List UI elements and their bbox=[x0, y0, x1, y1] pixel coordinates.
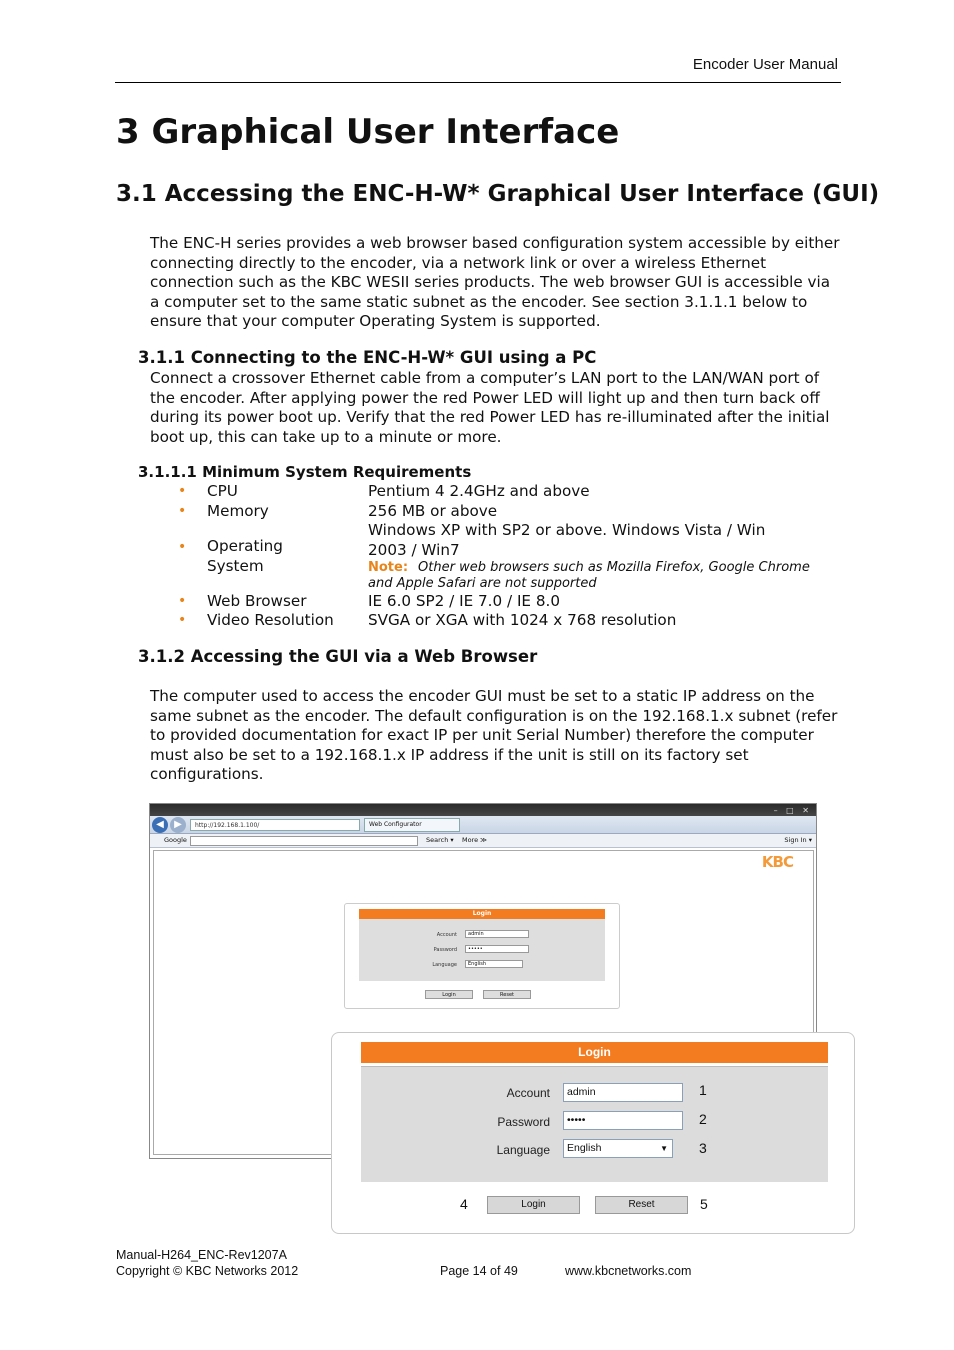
address-bar-row bbox=[150, 816, 816, 834]
back-icon[interactable]: ◀ bbox=[152, 817, 168, 833]
requirement-value: SVGA or XGA with 1024 x 768 resolution bbox=[368, 611, 677, 629]
password-input[interactable]: ••••• bbox=[563, 1111, 683, 1130]
requirement-value: Pentium 4 2.4GHz and above bbox=[368, 482, 590, 500]
bullet-icon: • bbox=[178, 483, 187, 499]
google-search-input[interactable] bbox=[190, 836, 418, 846]
account-input[interactable]: admin bbox=[563, 1083, 683, 1102]
section-title: 3.1 Accessing the ENC-H-W* Graphical User Interface (GUI) bbox=[116, 181, 880, 207]
small-login-body bbox=[359, 919, 605, 981]
url-field[interactable]: http://192.168.1.100/ bbox=[190, 819, 360, 831]
callout-1: 1 bbox=[699, 1082, 707, 1098]
small-language-select[interactable]: English bbox=[465, 960, 523, 968]
kbc-logo: KBC bbox=[761, 853, 793, 871]
zoomed-login-panel bbox=[331, 1032, 855, 1234]
google-toolbar bbox=[150, 834, 816, 848]
callout-2: 2 bbox=[699, 1111, 707, 1127]
bullet-icon: • bbox=[178, 612, 187, 628]
login-header: Login bbox=[361, 1042, 828, 1063]
bullet-icon: • bbox=[178, 593, 187, 609]
callout-5: 5 bbox=[700, 1196, 708, 1212]
requirement-row-memory bbox=[178, 502, 838, 522]
header-rule bbox=[115, 82, 841, 83]
accessing-paragraph: The computer used to access the encoder GUI must be set to a static IP address on the same subnet as the encoder. The default configuration is on the 192.168.1.x subnet (refer to provided documentation for exact IP per unit Serial Number) therefore the computer must also be set to a 192.168.1.x IP address if the unit is still on its factory set configurations. bbox=[150, 687, 838, 783]
browser-tab[interactable]: Web Configurator bbox=[364, 818, 460, 832]
forward-icon[interactable]: ▶ bbox=[170, 817, 186, 833]
note-text: Other web browsers such as Mozilla Firefox, Google Chrome and Apple Safari are not supported bbox=[368, 560, 810, 591]
search-button[interactable]: Search ▾ bbox=[426, 836, 454, 844]
requirement-row-browser bbox=[178, 592, 838, 612]
google-label: Google bbox=[164, 836, 187, 844]
website-link[interactable]: www.kbcnetworks.com bbox=[565, 1264, 692, 1278]
subsection-title-accessing: 3.1.2 Accessing the GUI via a Web Browser bbox=[138, 647, 538, 666]
requirement-value: IE 6.0 SP2 / IE 7.0 / IE 8.0 bbox=[368, 592, 561, 610]
callout-3: 3 bbox=[699, 1140, 707, 1156]
more-button[interactable]: More ≫ bbox=[462, 836, 487, 844]
page-number: Page 14 of 49 bbox=[440, 1264, 518, 1278]
small-account-label: Account bbox=[436, 932, 457, 938]
requirement-label: Web Browser bbox=[207, 592, 307, 610]
chapter-title: 3 Graphical User Interface bbox=[116, 112, 620, 152]
bullet-icon: • bbox=[178, 503, 187, 519]
small-login-button[interactable]: Login bbox=[425, 990, 473, 999]
os-note bbox=[368, 560, 828, 592]
requirement-row-cpu bbox=[178, 482, 838, 502]
chevron-down-icon: ▼ bbox=[660, 1144, 668, 1153]
language-select[interactable] bbox=[563, 1139, 673, 1158]
requirements-title: 3.1.1.1 Minimum System Requirements bbox=[138, 463, 472, 481]
language-value: English bbox=[567, 1142, 602, 1154]
footer-left bbox=[116, 1247, 298, 1279]
requirement-value: Windows XP with SP2 or above. Windows Vista / Win 2003 / Win7 bbox=[368, 521, 766, 559]
requirement-label: Video Resolution bbox=[207, 611, 334, 629]
callout-4: 4 bbox=[460, 1196, 468, 1212]
connecting-paragraph: Connect a crossover Ethernet cable from a computer’s LAN port to the LAN/WAN port of the encoder. After applying power the red Power LED will light up and then turn back off during its power boot up. Verify that the red Power LED has re-illuminated after the initial boot up, this can take up to a minute or more. bbox=[150, 369, 830, 446]
requirement-label: CPU bbox=[207, 482, 238, 500]
sign-in-button[interactable]: Sign In ▾ bbox=[784, 836, 812, 844]
small-password-label: Password bbox=[433, 947, 457, 953]
note-label: Note: bbox=[368, 560, 409, 575]
subsection-title-connecting: 3.1.1 Connecting to the ENC-H-W* GUI using a PC bbox=[138, 348, 597, 367]
doc-id: Manual-H264_ENC-Rev1207A bbox=[116, 1248, 287, 1262]
language-label: Language bbox=[496, 1143, 550, 1157]
running-header: Encoder User Manual bbox=[692, 56, 838, 73]
reset-button[interactable]: Reset bbox=[595, 1196, 688, 1214]
intro-paragraph: The ENC-H series provides a web browser based configuration system accessible by either connecting directly to the encoder, via a network link or over a wireless Ethernet connection such as the KBC WESII series products. The web browser GUI is accessible via a computer set to the same static subnet as the encoder. See section 3.1.1.1 below to ensure that your computer Operating System is supported. bbox=[150, 234, 840, 330]
small-password-input[interactable]: ••••• bbox=[465, 945, 529, 953]
small-login-panel bbox=[344, 903, 620, 1009]
requirement-row-os bbox=[178, 521, 838, 593]
small-account-input[interactable]: admin bbox=[465, 930, 529, 938]
requirement-label: Operating System bbox=[207, 537, 283, 575]
small-language-label: Language bbox=[432, 962, 457, 968]
small-reset-button[interactable]: Reset bbox=[483, 990, 531, 999]
account-label: Account bbox=[506, 1086, 550, 1100]
requirement-row-resolution bbox=[178, 611, 838, 631]
requirement-value: 256 MB or above bbox=[368, 502, 498, 520]
requirement-label: Memory bbox=[207, 502, 269, 520]
bullet-icon: • bbox=[178, 539, 187, 555]
copyright: Copyright © KBC Networks 2012 bbox=[116, 1264, 299, 1278]
window-controls[interactable]: – □ ✕ bbox=[773, 806, 812, 815]
small-login-header: Login bbox=[359, 909, 605, 919]
login-button[interactable]: Login bbox=[487, 1196, 580, 1214]
password-label: Password bbox=[497, 1115, 550, 1129]
